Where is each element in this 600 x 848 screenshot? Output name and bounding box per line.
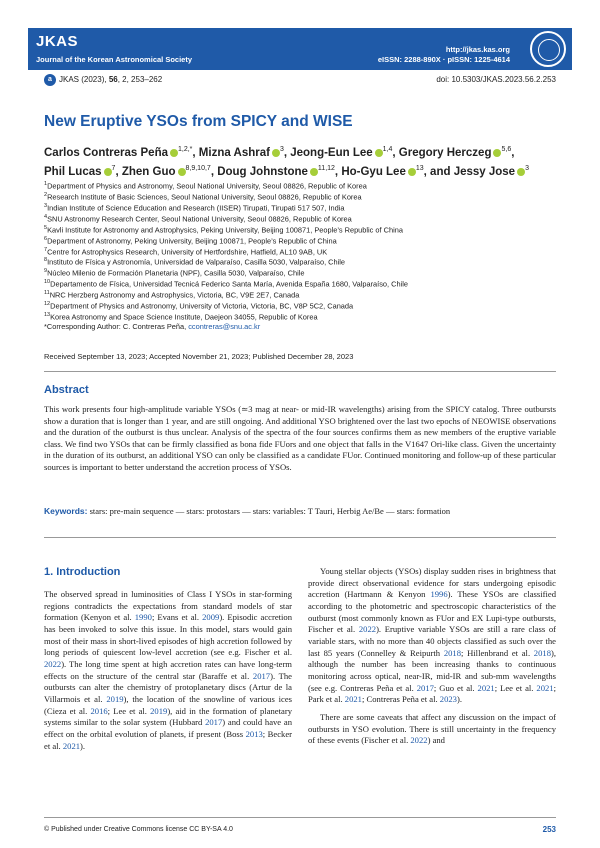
citation-line xyxy=(44,74,162,86)
text-run: Young stellar objects (YSOs) display sudden rises in brightness that provide direct observational evidence for stars undergoing episodic accretion (Hartmann & Kenyon xyxy=(308,566,556,600)
column-right xyxy=(308,566,556,747)
author-name: Carlos Contreras Peña xyxy=(44,146,168,159)
citation-link[interactable]: 2021 xyxy=(344,694,362,705)
author-name: Jeong-Eun Lee xyxy=(290,146,373,159)
citation-link[interactable]: 2016 xyxy=(90,705,108,716)
author-name: Mizna Ashraf xyxy=(198,146,270,159)
orcid-icon[interactable] xyxy=(104,168,112,176)
text-run: ). Episodic accretion has been invoked to solve this issue. In this model, stars would gain most of their mass in short-lived episodes of high accretion followed by long periods of quiescent low-level accretion (see e.g. Fischer et al. xyxy=(44,612,293,658)
abstract-text: This work presents four high-amplitude variable YSOs (≃3 mag at near- or mid-IR wavelengths) arising from the SPICY catalog. Three outbursts show a duration that is longer than 1 year, and are still ongoing. And additional YSO brightened over the last two epochs of NEOWISE observations and the duration of the outburst is thus unclear. Analysis of the spectra of the four sources confirms them as new members of the eruptive variable class. We find two YSOs that can be firmly classified as bona fide FUors and one object that falls in the V1647 Ori-like class. Given the uncertainty in the duration of its outburst, an additional YSO can only be classified as a candidate FUor. Continued monitoring and follow-up of these particular sources is important to better understand the accretion process of YSOs. xyxy=(44,404,556,472)
keywords-text: stars: pre-main sequence — stars: protostars — stars: variables: T Tauri, Herbig Ae/Be — stars: formation xyxy=(87,506,451,516)
paper-title: New Eruptive YSOs from SPICY and WISE xyxy=(44,113,353,130)
text-run: ; Hillenbrand et al. xyxy=(461,647,534,658)
citation-link[interactable]: 2022 xyxy=(358,624,377,635)
orcid-icon[interactable] xyxy=(170,149,178,157)
text-run: ). These YSOs are classified according to the photometric and spectroscopic characteristics of the outburst (most commonly known as FUor and EX Lupi-type outbursts, Fischer et al. xyxy=(308,589,556,635)
affiliation-number: 13 xyxy=(44,312,51,319)
text-run: ; Lee et al. xyxy=(494,682,537,693)
affiliation xyxy=(44,267,564,278)
society-seal-icon xyxy=(530,31,566,67)
text-run: ; Becker et al. xyxy=(44,728,292,751)
divider xyxy=(44,817,556,818)
affiliation-number: 2 xyxy=(44,191,48,198)
text-run: ; Evans et al. xyxy=(151,612,203,623)
text-run: ), although the number has been increasing thanks to continuous monitoring across optical, near-IR, mid-IR and sub-mm wavelengths (see e.g. Contreras Peña et al. xyxy=(308,647,556,693)
citation-pages: , 2, 253–262 xyxy=(117,75,163,85)
affiliation-text: Centre for Astrophysics Research, University of Hertfordshire, Hatfield, AL10 9AB, UK xyxy=(47,247,328,256)
text-run: ) and xyxy=(427,735,445,746)
column-left xyxy=(44,589,292,752)
affiliation-text: Department of Physics and Astronomy, Seoul National University, Seoul 08826, Republic of Korea xyxy=(47,181,367,191)
keywords-label: Keywords: xyxy=(44,506,88,516)
text-run: ), aid in the formation of planetary systems similar to the solar system (Hubbard xyxy=(44,705,292,728)
affiliation-number: 11 xyxy=(44,290,50,297)
author-name: Zhen Guo xyxy=(121,165,176,178)
doi[interactable]: doi: 10.5303/JKAS.2023.56.2.253 xyxy=(436,75,556,84)
author-separator: , xyxy=(115,165,122,178)
author-name: Gregory Herczeg xyxy=(398,146,492,159)
author-affiliation-marker: 8,9,10,7 xyxy=(185,164,211,172)
corresponding-label: *Corresponding Author: C. Contreras Peña, xyxy=(44,321,189,331)
author-name: Jessy Jose xyxy=(453,165,516,178)
author-name: Phil Lucas xyxy=(44,165,102,178)
affiliation-text: Instituto de Física y Astronomía, Universidad de Valparaíso, Casilla 5030, Valparaíso, Chile xyxy=(47,257,346,267)
citation-link[interactable]: 2023 xyxy=(439,694,457,705)
author-name: Ho-Gyu Lee xyxy=(341,165,406,178)
author-separator: , xyxy=(334,165,342,178)
citation-link[interactable]: 1996 xyxy=(430,589,448,600)
paragraph xyxy=(308,712,556,747)
affiliation-number: 9 xyxy=(44,268,48,275)
affiliation xyxy=(44,191,564,202)
citation-link[interactable]: 1990 xyxy=(134,612,152,623)
citation-volume: 56 xyxy=(108,75,118,85)
affiliation xyxy=(44,311,564,322)
affiliation-text: Departamento de Física, Universidad Tecnicá Federico Santa María, Avenida España 1680, Valparaíso, Chile xyxy=(50,279,408,289)
author-affiliation-marker: 11,12 xyxy=(317,164,335,172)
author-affiliation-marker: 1,4 xyxy=(382,146,393,153)
affiliation-text: Department of Astronomy, Peking University, Beijing 100871, People’s Republic of China xyxy=(47,236,337,246)
author-separator: , xyxy=(192,146,199,159)
text-run: ; Guo et al. xyxy=(433,682,478,693)
orcid-icon[interactable] xyxy=(375,149,383,157)
citation-link[interactable]: 2021 xyxy=(62,740,81,751)
citation-link[interactable]: 2021 xyxy=(536,682,554,693)
license-footer: © Published under Creative Commons license CC BY-SA 4.0 xyxy=(44,826,233,833)
affiliation-text: Research Institute of Basic Sciences, Seoul National University, Seoul 08826, Republic of Korea xyxy=(47,192,362,202)
affiliation-number: 3 xyxy=(44,202,48,209)
author-affiliation-marker: 5,6 xyxy=(501,146,512,153)
affiliation xyxy=(44,278,564,289)
abstract-heading: Abstract xyxy=(44,384,89,396)
affiliation-number: 5 xyxy=(44,224,48,231)
journal-url[interactable]: http://jkas.kas.org xyxy=(445,45,510,54)
citation-link[interactable]: 2018 xyxy=(443,647,461,658)
text-run: The observed spread in luminosities of Class I YSOs in star-forming regions contradicts the expectations from standard models of star formation (Kenyon et al. xyxy=(44,589,292,623)
affiliation-number: 8 xyxy=(44,257,48,264)
journal-abbrev: JKAS xyxy=(36,33,79,50)
affiliation xyxy=(44,224,564,235)
citation-link[interactable]: 2017 xyxy=(252,670,271,681)
citation-link[interactable]: 2019 xyxy=(106,693,124,704)
affiliation-number: 1 xyxy=(44,181,48,187)
corresponding-email-link[interactable]: ccontreras@snu.ac.kr xyxy=(188,321,261,331)
text-run: ). The outbursts can alter the chemistry of protoplanetary discs (Artur de la Villarmois et al. xyxy=(44,670,292,704)
publication-dates: Received September 13, 2023; Accepted November 21, 2023; Published December 28, 2023 xyxy=(44,352,354,361)
text-run: ). xyxy=(80,740,86,751)
journal-header-banner xyxy=(28,28,572,70)
orcid-icon[interactable] xyxy=(272,149,280,157)
author-separator: , xyxy=(511,146,515,159)
affiliation-number: 4 xyxy=(44,213,48,220)
citation-link[interactable]: 2022 xyxy=(44,658,62,669)
author-separator: , xyxy=(283,146,291,159)
journal-issn: eISSN: 2288-890X · pISSN: 1225-4614 xyxy=(377,55,510,64)
author-affiliation-marker: 7 xyxy=(111,164,116,172)
affiliation xyxy=(44,180,564,191)
author-separator: , xyxy=(210,165,218,178)
author-list xyxy=(44,142,564,180)
citation-link[interactable]: 2018 xyxy=(533,647,551,658)
affiliation xyxy=(44,300,564,311)
citation-link[interactable]: 2009 xyxy=(202,612,220,623)
divider xyxy=(44,537,556,538)
affiliation xyxy=(44,235,564,246)
section-heading: 1. Introduction xyxy=(44,566,121,578)
affiliation-number: 6 xyxy=(44,235,48,242)
orcid-icon[interactable] xyxy=(310,168,318,176)
corresponding-author xyxy=(44,322,564,331)
text-run: There are some caveats that affect any discussion on the impact of outbursts in YSO evolution. There is still uncertainty in the frequency of these events (Fischer et al. xyxy=(308,711,556,746)
affiliation-text: Kavli Institute for Astronomy and Astrophysics, Peking University, Beijing 100871, People’s Republic of China xyxy=(47,225,403,235)
page-number: 253 xyxy=(542,825,556,834)
citation-link[interactable]: 2013 xyxy=(245,728,263,739)
journal-name: Journal of the Korean Astronomical Society xyxy=(36,55,193,64)
citation-link[interactable]: 2022 xyxy=(410,735,428,746)
paragraph xyxy=(308,566,556,706)
author-name: Doug Johnstone xyxy=(217,165,308,178)
orcid-icon[interactable] xyxy=(178,168,186,176)
affiliation-text: Indian Institute of Science Education and Research (IISER) Tirupati, Tirupati 517 507, India xyxy=(47,203,345,213)
citation-link[interactable]: 2019 xyxy=(150,705,168,716)
affiliation-list xyxy=(44,180,564,331)
text-run: ). Eruptive variable YSOs are still a rare class of variable stars, with no more than 40 objects classified as such over the last 85 years (Connelley & Reipurth xyxy=(308,624,557,658)
affiliation xyxy=(44,256,564,267)
text-run: ) and could have an effect on the orbital evolution of planets, if present (Boss xyxy=(44,717,292,739)
affiliation xyxy=(44,289,564,300)
author-affiliation-marker: 13 xyxy=(415,164,424,172)
author-affiliation-marker: 3 xyxy=(525,164,529,172)
open-access-icon: a xyxy=(44,74,56,86)
affiliation-text: Núcleo Milenio de Formación Planetaria (NPF), Casilla 5030, Valparaíso, Chile xyxy=(47,268,305,278)
text-run: ; Contreras Peña et al. xyxy=(361,694,440,705)
citation-journal: JKAS (2023), xyxy=(59,75,109,85)
text-run: ; Park et al. xyxy=(308,682,556,705)
citation-link[interactable]: 2017 xyxy=(205,717,223,728)
affiliation xyxy=(44,202,564,213)
text-run: ). xyxy=(456,694,462,705)
text-run: ), the location of the snowline of various ices (Cieza et al. xyxy=(44,693,292,716)
affiliation-text: Korea Astronomy and Space Science Institute, Daejeon 34055, Republic of Korea xyxy=(50,312,318,322)
author-separator: , xyxy=(392,146,399,159)
affiliation xyxy=(44,213,564,224)
affiliation-number: 7 xyxy=(44,246,48,253)
author-affiliation-marker: 3 xyxy=(279,146,284,153)
text-run: ). The long time spent at high accretion rates can have long-term effects on the structure of the central star (Baraffe et al. xyxy=(44,658,292,681)
author-affiliation-marker: 1,2,* xyxy=(178,146,193,153)
affiliation-text: NRC Herzberg Astronomy and Astrophysics, Victoria, BC, V9E 2E7, Canada xyxy=(49,290,300,300)
author-separator: , and xyxy=(423,165,454,178)
paragraph xyxy=(44,589,292,752)
text-run: ; Lee et al. xyxy=(107,705,151,716)
keywords xyxy=(44,506,450,516)
orcid-icon[interactable] xyxy=(408,168,416,176)
citation-link[interactable]: 2017 xyxy=(416,682,434,693)
divider xyxy=(44,371,556,372)
orcid-icon[interactable] xyxy=(517,168,525,176)
affiliation-text: Department of Physics and Astronomy, University of Victoria, Victoria, BC, V8P 5C2, Canada xyxy=(50,301,354,311)
affiliation-text: SNU Astronomy Research Center, Seoul National University, Seoul 08826, Republic of Korea xyxy=(47,214,352,224)
affiliation xyxy=(44,246,564,257)
affiliation-number: 12 xyxy=(44,301,51,308)
citation-link[interactable]: 2021 xyxy=(477,682,495,693)
affiliation-number: 10 xyxy=(44,279,51,286)
